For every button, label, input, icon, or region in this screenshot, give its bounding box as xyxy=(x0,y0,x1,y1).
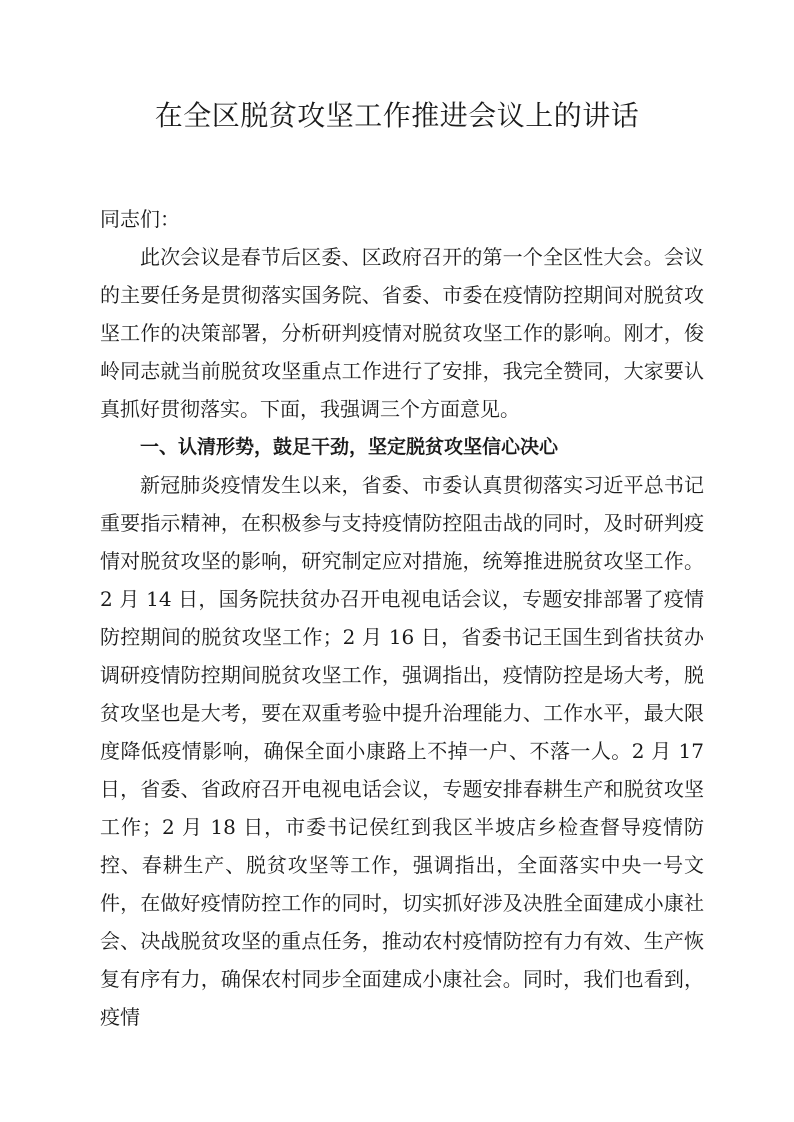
document-body xyxy=(100,200,704,1036)
section-1-paragraph: 新冠肺炎疫情发生以来，省委、市委认真贯彻落实习近平总书记重要指示精神，在积极参与支持疫情防控阻击战的同时，及时研判疫情对脱贫攻坚的影响，研究制定应对措施，统筹推进脱贫攻坚工作。2 月 14 日，国务院扶贫办召开电视电话会议，专题安排部署了疫情防控期间的脱贫攻坚工作；2 月 16 日，省委书记王国生到省扶贫办调研疫情防控期间脱贫攻坚工作，强调指出，疫情防控是场大考，脱贫攻坚也是大考，要在双重考验中提升治理能力、工作水平，最大限度降低疫情影响，确保全面小康路上不掉一户、不落一人。2 月 17 日，省委、省政府召开电视电话会议，专题安排春耕生产和脱贫攻坚工作；2 月 18 日，市委书记侯红到我区半坡店乡检查督导疫情防控、春耕生产、脱贫攻坚等工作，强调指出，全面落实中央一号文件，在做好疫情防控工作的同时，切实抓好涉及决胜全面建成小康社会、决战脱贫攻坚的重点任务，推动农村疫情防控有力有效、生产恢复有序有力，确保农村同步全面建成小康社会。同时，我们也看到，疫情 xyxy=(100,473,704,1029)
document-title: 在全区脱贫攻坚工作推进会议上的讲话 xyxy=(154,99,640,132)
salutation: 同志们： xyxy=(100,207,180,231)
section-heading-1: 一、认清形势，鼓足干劲，坚定脱贫攻坚信心决心 xyxy=(140,436,559,458)
intro-paragraph: 此次会议是春节后区委、区政府召开的第一个全区性大会。会议的主要任务是贯彻落实国务院、省委、市委在疫情防控期间对脱贫攻坚工作的决策部署，分析研判疫情对脱贫攻坚工作的影响。刚才，俊岭同志就当前脱贫攻坚重点工作进行了安排，我完全赞同，大家要认真抓好贯彻落实。下面，我强调三个方面意见。 xyxy=(100,245,704,421)
